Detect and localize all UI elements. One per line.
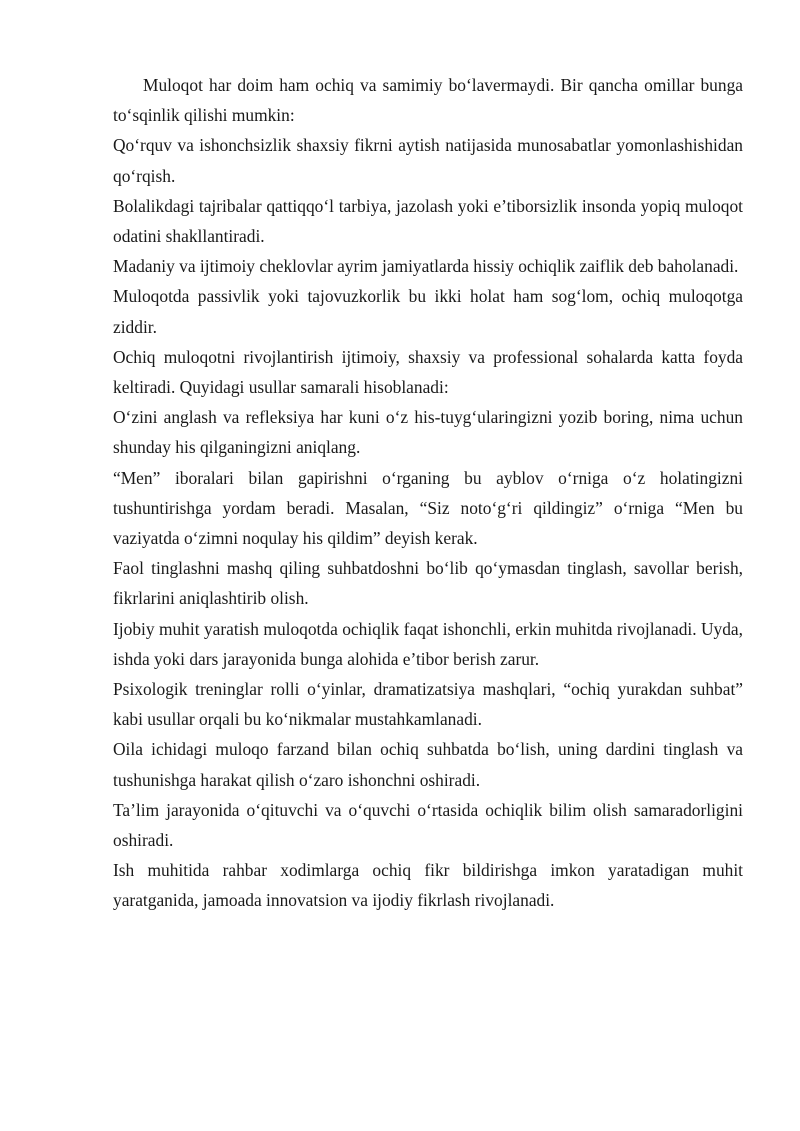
paragraph-trainings: Psixologik treninglar rolli o‘yinlar, dramatizatsiya mashqlari, “ochiq yurakdan suhbat” kabi usullar orqali bu ko‘nikmalar mustahkamlanadi. bbox=[113, 679, 743, 730]
paragraph-self-awareness: O‘zini anglash va refleksiya har kuni o‘z his-tuyg‘ularingizni yozib boring, nima uchun shunday his qilganingizni aniqlang. bbox=[113, 407, 743, 458]
paragraph-intro: Muloqot har doim ham ochiq va samimiy bo‘lavermaydi. Bir qancha omillar bunga to‘sqinlik qilishi mumkin: bbox=[113, 75, 743, 126]
paragraph-cultural: Madaniy va ijtimoiy cheklovlar ayrim jamiyatlarda hissiy ochiqlik zaiflik deb baholanadi. bbox=[113, 256, 739, 277]
paragraph-passivity: Muloqotda passivlik yoki tajovuzkorlik bu ikki holat ham sog‘lom, ochiq muloqotga ziddir. bbox=[113, 286, 743, 337]
paragraph-childhood: Bolalikdagi tajribalar qattiqqo‘l tarbiya, jazolash yoki e’tiborsizlik insonda yopiq muloqot odatini shakllantiradi. bbox=[113, 195, 743, 247]
paragraph-workplace: Ish muhitida rahbar xodimlarga ochiq fikr bildirishga imkon yaratadigan muhit yaratganida, jamoada innovatsion va ijodiy fikrlash rivojlanadi. bbox=[113, 860, 743, 911]
document-page bbox=[113, 70, 743, 916]
paragraph-active-listening: Faol tinglashni mashq qiling suhbatdoshni bo‘lib qo‘ymasdan tinglash, savollar berish, fikrlarini aniqlashtirib olish. bbox=[113, 558, 743, 609]
paragraph-benefits: Ochiq muloqotni rivojlantirish ijtimoiy, shaxsiy va professional sohalarda katta foyda keltiradi. Quyidagi usullar samarali hisoblanadi: bbox=[113, 346, 743, 398]
paragraph-i-statements: “Men” iboralari bilan gapirishni o‘rganing bu ayblov o‘rniga o‘z holatingizni tushuntirishga yordam beradi. Masalan, “Siz noto‘g‘ri qildingiz” o‘rniga “Men bu vaziyatda o‘zimni noqulay his qildim” deyish kerak. bbox=[113, 467, 743, 549]
paragraph-fear: Qo‘rquv va ishonchsizlik shaxsiy fikrni aytish natijasida munosabatlar yomonlashishidan qo‘rqish. bbox=[113, 135, 743, 186]
paragraph-education: Ta’lim jarayonida o‘qituvchi va o‘quvchi o‘rtasida ochiqlik bilim olish samaradorligini oshiradi. bbox=[113, 799, 743, 851]
paragraph-positive-environment: Ijobiy muhit yaratish muloqotda ochiqlik faqat ishonchli, erkin muhitda rivojlanadi. Uyda, ishda yoki dars jarayonida bunga alohida e’tibor berish zarur. bbox=[113, 618, 743, 669]
paragraph-family: Oila ichidagi muloqo farzand bilan ochiq suhbatda bo‘lish, uning dardini tinglash va tushunishga harakat qilish o‘zaro ishonchni oshiradi. bbox=[113, 739, 743, 790]
